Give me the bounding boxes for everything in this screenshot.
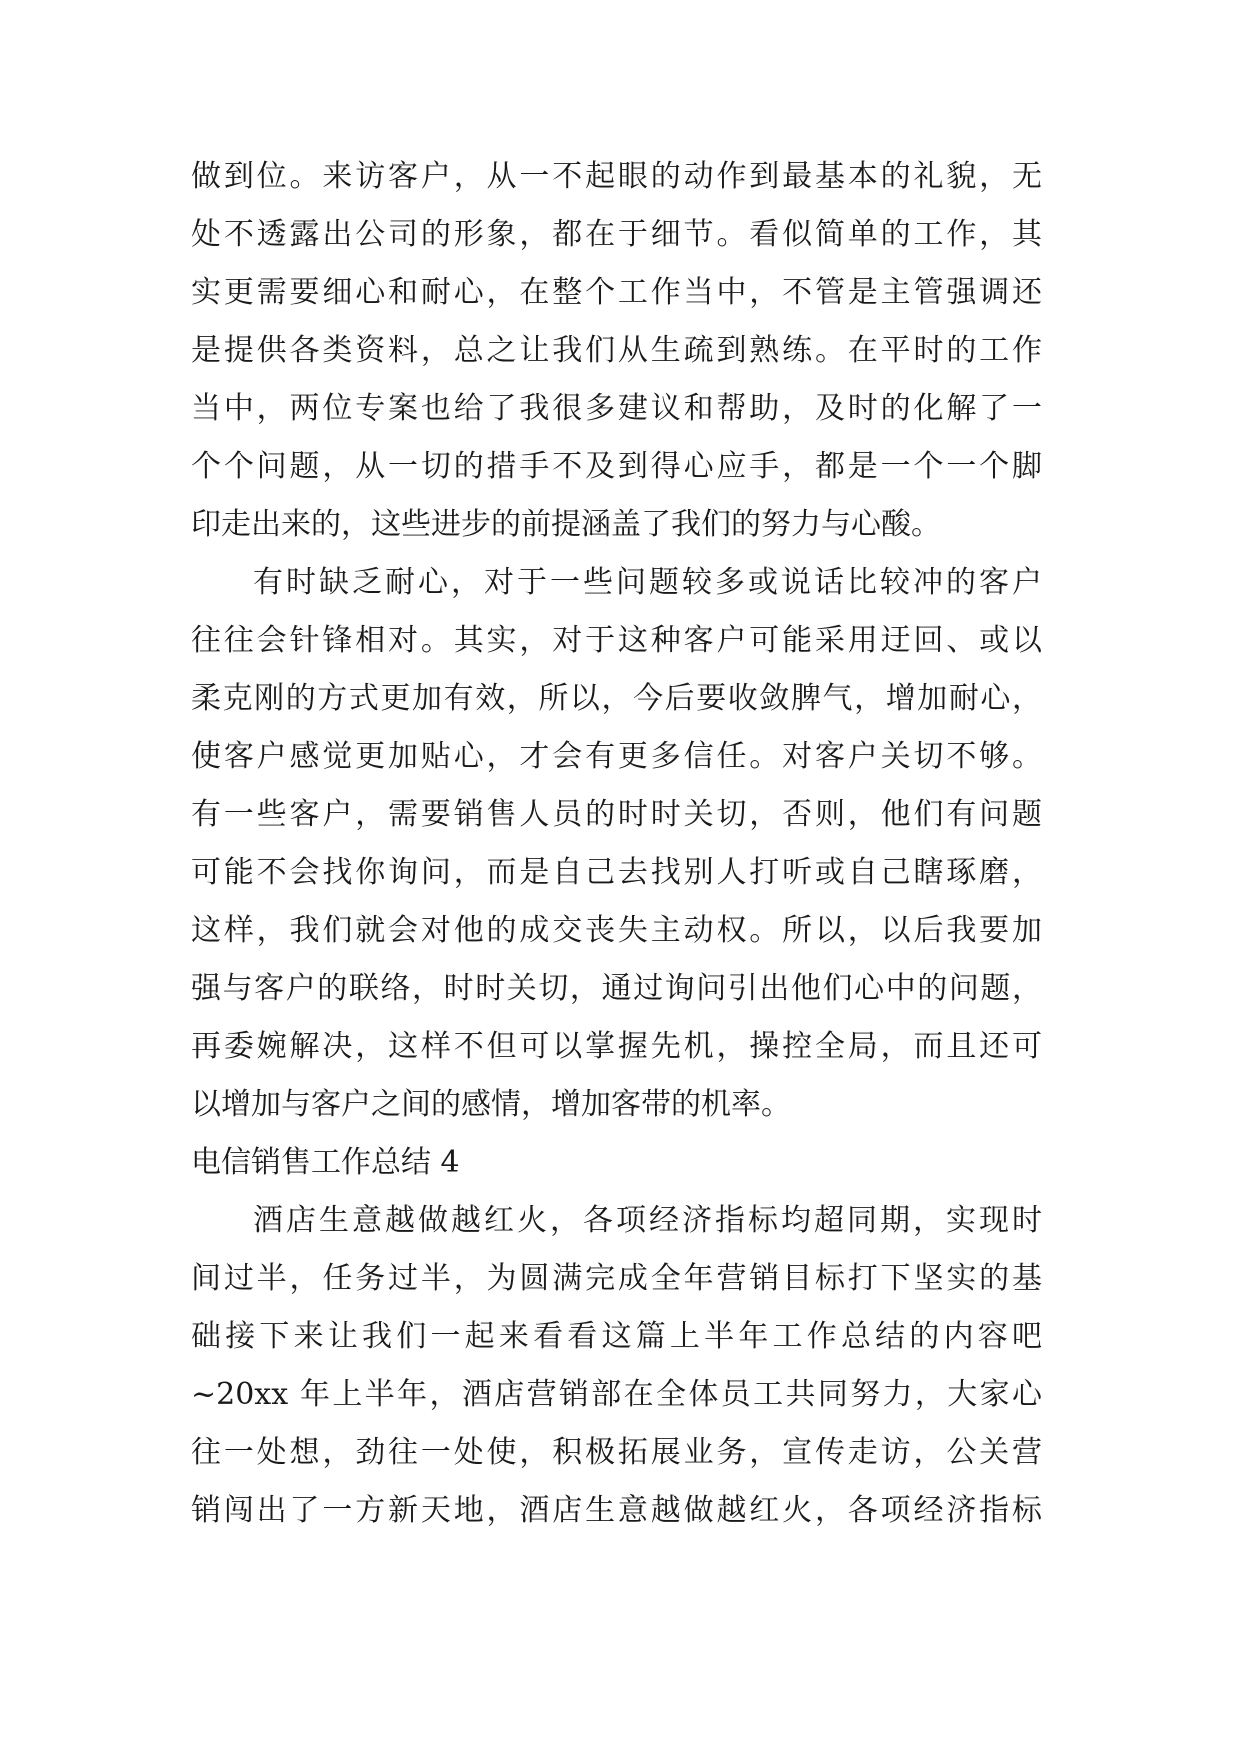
paragraph-2-line-4: 使客户感觉更加贴心，才会有更多信任。对客户关切不够。 <box>191 739 1042 774</box>
paragraph-1-line-1: 做到位。来访客户，从一不起眼的动作到最基本的礼貌，无 <box>191 159 1042 194</box>
paragraph-2-line-9: 再委婉解决，这样不但可以掌握先机，操控全局，而且还可 <box>191 1029 1042 1064</box>
paragraph-2-line-5: 有一些客户，需要销售人员的时时关切，否则，他们有问题 <box>191 797 1042 832</box>
paragraph-3-line-4: ~20xx 年上半年，酒店营销部在全体员工共同努力，大家心 <box>191 1377 1042 1412</box>
paragraph-3-line-6: 销闯出了一方新天地，酒店生意越做越红火，各项经济指标 <box>191 1493 1042 1528</box>
paragraph-1-line-5: 当中，两位专案也给了我很多建议和帮助，及时的化解了一 <box>191 391 1042 426</box>
paragraph-1-line-4: 是提供各类资料，总之让我们从生疏到熟练。在平时的工作 <box>191 333 1042 368</box>
paragraph-3-line-2: 间过半，任务过半，为圆满完成全年营销目标打下坚实的基 <box>191 1261 1042 1296</box>
section-heading: 电信销售工作总结 4 <box>191 1145 460 1180</box>
paragraph-3-line-1: 酒店生意越做越红火，各项经济指标均超同期，实现时 <box>253 1203 1042 1238</box>
paragraph-3-line-3: 础接下来让我们一起来看看这篇上半年工作总结的内容吧 <box>191 1319 1042 1354</box>
paragraph-1-line-7: 印走出来的，这些进步的前提涵盖了我们的努力与心酸。 <box>191 507 941 542</box>
paragraph-1-line-6: 个个问题，从一切的措手不及到得心应手，都是一个一个脚 <box>191 449 1042 484</box>
paragraph-1-line-3: 实更需要细心和耐心，在整个工作当中，不管是主管强调还 <box>191 275 1042 310</box>
paragraph-2-line-1: 有时缺乏耐心，对于一些问题较多或说话比较冲的客户 <box>253 565 1042 600</box>
paragraph-2-line-2: 往往会针锋相对。其实，对于这种客户可能采用迂回、或以 <box>191 623 1042 658</box>
paragraph-3-line-5: 往一处想，劲往一处使，积极拓展业务，宣传走访，公关营 <box>191 1435 1042 1470</box>
paragraph-2-line-10: 以增加与客户之间的感情，增加客带的机率。 <box>191 1087 791 1122</box>
paragraph-2-line-7: 这样，我们就会对他的成交丧失主动权。所以，以后我要加 <box>191 913 1042 948</box>
paragraph-2-line-8: 强与客户的联络，时时关切，通过询问引出他们心中的问题， <box>191 971 1042 1006</box>
paragraph-1-line-2: 处不透露出公司的形象，都在于细节。看似简单的工作，其 <box>191 217 1042 252</box>
paragraph-2-line-3: 柔克刚的方式更加有效，所以，今后要收敛脾气，增加耐心， <box>191 681 1042 716</box>
paragraph-2-line-6: 可能不会找你询问，而是自己去找别人打听或自己瞎琢磨， <box>191 855 1042 890</box>
